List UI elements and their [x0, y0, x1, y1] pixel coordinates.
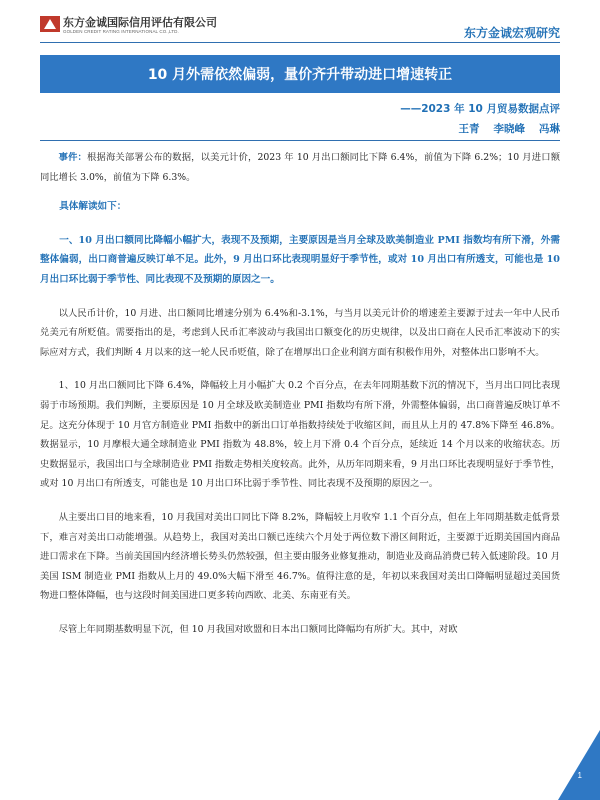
brand-label: 东方金诚宏观研究	[463, 26, 560, 40]
body-paragraph: 以人民币计价，10 月进、出口额同比增速分别为 6.4%和-3.1%，与当月以美元计价的增速差主要源于过去一年中人民币兑美元有所贬值。需要指出的是，考虑到人民币汇率波动与我国出口额变化的历史规律，以及出口商在人民币汇率波动下的实际应对方式，我们判断 4 月以来的这一轮人民币贬值，除了在增厚出口企业利润方面有积极作用外，对整体出口影响不大。	[40, 307, 560, 358]
logo-name-cn: 东方金诚国际信用评估有限公司	[63, 16, 217, 29]
report-subtitle: ——2023 年 10 月贸易数据点评	[400, 103, 560, 115]
key-point-1: 一、10 月出口额同比降幅小幅扩大，表现不及预期，主要原因是当月全球及欧美制造业 PMI 指数均有所下滑，外需整体偏弱，出口商普遍反映订单不足。此外，9 月出口环比表现明显好于季节性，或对 10 月出口有所透支，可能也是 10 月出口环比弱于季节性、同比表现不及预期的原因之一。	[40, 234, 560, 285]
company-logo	[40, 16, 217, 35]
author-list	[459, 121, 561, 136]
section-label: 具体解读如下：	[59, 201, 127, 213]
author-name: 王青	[458, 123, 480, 135]
page-number: 1	[577, 771, 582, 780]
author-name: 李晓峰	[493, 123, 525, 135]
event-text: 根据海关部署公布的数据，以美元计价，2023 年 10 月出口额同比下降 6.4%，前值为下降 6.2%；10 月进口额同比增长 3.0%，前值为下降 6.3%。	[40, 152, 560, 183]
report-body	[40, 148, 560, 653]
header-rule	[40, 42, 560, 43]
title-divider	[40, 140, 560, 141]
title-banner	[40, 55, 560, 93]
logo-mark-icon	[40, 16, 60, 32]
page-header	[0, 0, 600, 42]
event-paragraph	[40, 148, 560, 187]
event-label: 事件：	[58, 152, 88, 163]
body-paragraph: 尽管上年同期基数明显下沉，但 10 月我国对欧盟和日本出口额同比降幅均有所扩大。其中，对欧	[58, 623, 458, 635]
corner-decoration	[558, 730, 600, 800]
logo-name-en: GOLDEN CREDIT RATING INTERNATIONAL CO.,LTD.	[63, 29, 179, 34]
author-name: 冯琳	[539, 123, 560, 135]
report-title: 10 月外需依然偏弱，量价齐升带动进口增速转正	[147, 67, 453, 83]
body-paragraph: 1、10 月出口额同比下降 6.4%，降幅较上月小幅扩大 0.2 个百分点，在去年同期基数下沉的情况下，当月出口同比表现弱于市场预期。我们判断，主要原因是 10 月全球及欧美制造业 PMI 指数均有所下滑，外需整体偏弱，出口商普遍反映订单不足。这充分体现于 10 月官方制造业 PMI 指数中的新出口订单指数持续处于收缩区间，而且从上月的 47.8%下降至 46.8%。数据显示，10 月摩根大通全球制造业 PMI 指数为 48.8%，较上月下滑 0.4 个百分点，延续近 14 个月以来的收缩状态。历史数据显示，我国出口与全球制造业 PMI 指数走势相关度较高。此外，从历年同期来看，9 月出口环比表现明显好于季节性，或对 10 月出口有所透支，可能也是 10 月出口环比弱于季节性、同比表现不及预期的原因之一。	[40, 380, 560, 490]
body-paragraph: 从主要出口目的地来看，10 月我国对美出口同比下降 8.2%，降幅较上月收窄 1.1 个百分点，但在上年同期基数走低背景下，难言对美出口动能增强。从趋势上，我国对美出口额已连续六个月处于两位数下滑区间附近，主要源于近期美国国内商品进口需求在下降。当前美国国内经济增长势头仍然较强，但主要由服务业修复推动，制造业及商品消费已转入低速阶段。10 月美国 ISM 制造业 PMI 指数从上月的 49.0%大幅下滑至 46.7%。值得注意的是，年初以来我国对美出口降幅明显超过美国货物进口整体降幅，也与这段时间美国进口更多转向西欧、北美、东南亚有关。	[40, 511, 560, 602]
